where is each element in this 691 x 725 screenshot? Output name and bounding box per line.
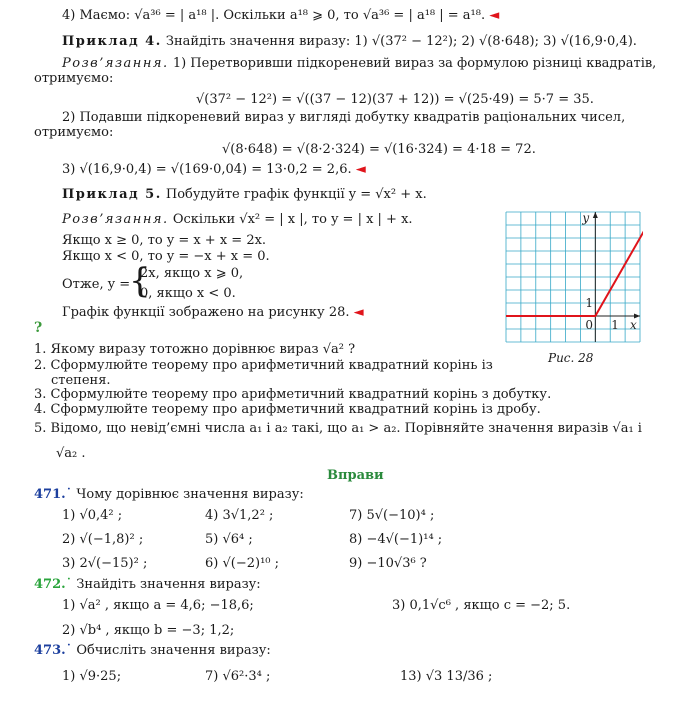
ex471-item-5: 5) √6⁴ ; <box>205 532 253 547</box>
ex471-item-9: 9) −10√3⁶ ? <box>349 556 427 571</box>
exercise-472 <box>34 577 261 593</box>
ex473-item-1: 1) √9·25; <box>62 669 122 684</box>
exercise-473-number: 473.˙ <box>34 643 73 658</box>
y-axis-label: y <box>582 211 590 225</box>
solution-5-otzhe: Отже, y = <box>62 277 131 292</box>
l1-text: 4) Маємо: √a³⁶ = | a¹⁸ |. Оскільки a¹⁸ ⩾ 0, то √a³⁶ = | a¹⁸ | = a¹⁸. <box>62 8 486 23</box>
ex473-item-7: 7) √6²·3⁴ ; <box>205 669 271 684</box>
end-marker-icon: ◄ <box>489 8 500 23</box>
question-2: 2. Сформулюйте теорему про арифметичний квадратний корінь із <box>34 358 493 373</box>
exercises-heading: Вправи <box>327 468 384 483</box>
question-1: 1. Якому виразу тотожно дорівнює вираз √a² ? <box>34 342 356 357</box>
ex471-item-2: 2) √(−1,8)² ; <box>62 532 144 547</box>
figure-caption: Рис. 28 <box>548 351 594 365</box>
piecewise-case-2: 0, якщо x < 0. <box>140 286 236 301</box>
end-marker-icon: ◄ <box>355 162 366 177</box>
text-line-4-mayemo <box>62 8 499 24</box>
solution-4-line1 <box>62 56 656 72</box>
exercise-471-text: Чому дорівнює значення виразу: <box>76 487 304 502</box>
ex471-item-8: 8) −4√(−1)¹⁴ ; <box>349 532 443 547</box>
solution-5-graph-note <box>62 305 364 321</box>
solution-5-graph-text: Графік функції зображено на рисунку 28. <box>62 305 350 320</box>
figure-28-graph <box>503 210 643 344</box>
ex471-item-4: 4) 3√1,2² ; <box>205 508 274 523</box>
exercise-473-text: Обчисліть значення виразу: <box>76 643 271 658</box>
equation-3 <box>62 162 366 178</box>
solution-5-case-b: Якщо x < 0, то y = −x + x = 0. <box>62 249 270 264</box>
exercise-472-number: 472.˙ <box>34 577 73 592</box>
function-graph-line <box>506 225 643 316</box>
solution-label: Розв’язання. <box>62 56 169 71</box>
question-5: 5. Відомо, що невід’ємні числа a₁ і a₂ такі, що a₁ > a₂. Порівняйте значення виразів √a₁ і <box>34 421 642 436</box>
exercise-471-number: 471.˙ <box>34 487 73 502</box>
example-4 <box>62 34 637 50</box>
ex473-item-13: 13) √3 13/36 ; <box>400 669 493 684</box>
example-5-text: Побудуйте графік функції y = √x² + x. <box>165 187 427 202</box>
question-5-cont: √a₂ . <box>56 446 86 461</box>
solution-5-line <box>62 212 413 228</box>
exercise-472-text: Знайдіть значення виразу: <box>76 577 261 592</box>
y-axis-arrow-icon <box>593 212 598 218</box>
y-tick-1-label: 1 <box>585 296 593 310</box>
equation-2: √(8·648) = √(8·2·324) = √(16·324) = 4·18 = 72. <box>222 142 536 157</box>
ex471-item-7: 7) 5√(−10)⁴ ; <box>349 508 435 523</box>
piecewise-case-1: 2x, якщо x ⩾ 0, <box>140 266 244 281</box>
solution-label: Розв’язання. <box>62 212 169 227</box>
example-4-title: Приклад 4. <box>62 34 162 49</box>
solution-5-text: Оскільки √x² = | x |, то y = | x | + x. <box>172 212 413 227</box>
ex472-item-2: 2) √b⁴ , якщо b = −3; 1,2; <box>62 623 235 638</box>
example-4-text: Знайдіть значення виразу: 1) √(37² − 12²); 2) √(8·648); 3) √(16,9·0,4). <box>165 34 637 49</box>
questions-marker-icon: ? <box>34 320 43 336</box>
ex471-item-6: 6) √(−2)¹⁰ ; <box>205 556 280 571</box>
question-4: 4. Сформулюйте теорему про арифметичний квадратний корінь із дробу. <box>34 402 541 417</box>
origin-label: 0 <box>585 318 593 332</box>
solution-4-text-4: отримуємо: <box>34 125 114 140</box>
end-marker-icon: ◄ <box>353 305 364 320</box>
equation-1: √(37² − 12²) = √((37 − 12)(37 + 12)) = √(25·49) = 5·7 = 35. <box>196 92 594 107</box>
question-3: 3. Сформулюйте теорему про арифметичний квадратний корінь з добутку. <box>34 387 552 402</box>
equation-3-text: 3) √(16,9·0,4) = √(169·0,04) = 13·0,2 = 2,6. <box>62 162 352 177</box>
exercise-471 <box>34 487 304 503</box>
ex472-item-3: 3) 0,1√c⁶ , якщо c = −2; 5. <box>392 598 571 613</box>
solution-5-case-a: Якщо x ≥ 0, то y = x + x = 2x. <box>62 233 267 248</box>
example-5 <box>62 187 427 203</box>
ex471-item-3: 3) 2√(−15)² ; <box>62 556 148 571</box>
ex472-item-1: 1) √a² , якщо a = 4,6; −18,6; <box>62 598 254 613</box>
question-2-cont: степеня. <box>51 373 111 388</box>
example-5-title: Приклад 5. <box>62 187 162 202</box>
x-axis-label: x <box>630 318 637 332</box>
solution-4-text-2: отримуємо: <box>34 71 114 86</box>
x-tick-1-label: 1 <box>611 318 619 332</box>
solution-4-text-3: 2) Подавши підкореневий вираз у вигляді добутку квадратів раціональних чисел, <box>62 110 626 125</box>
solution-4-text-1: 1) Перетворивши підкореневий вираз за формулою різниці квадратів, <box>172 56 657 71</box>
exercise-473 <box>34 643 271 659</box>
ex471-item-1: 1) √0,4² ; <box>62 508 123 523</box>
piecewise-brace: { <box>129 261 151 301</box>
